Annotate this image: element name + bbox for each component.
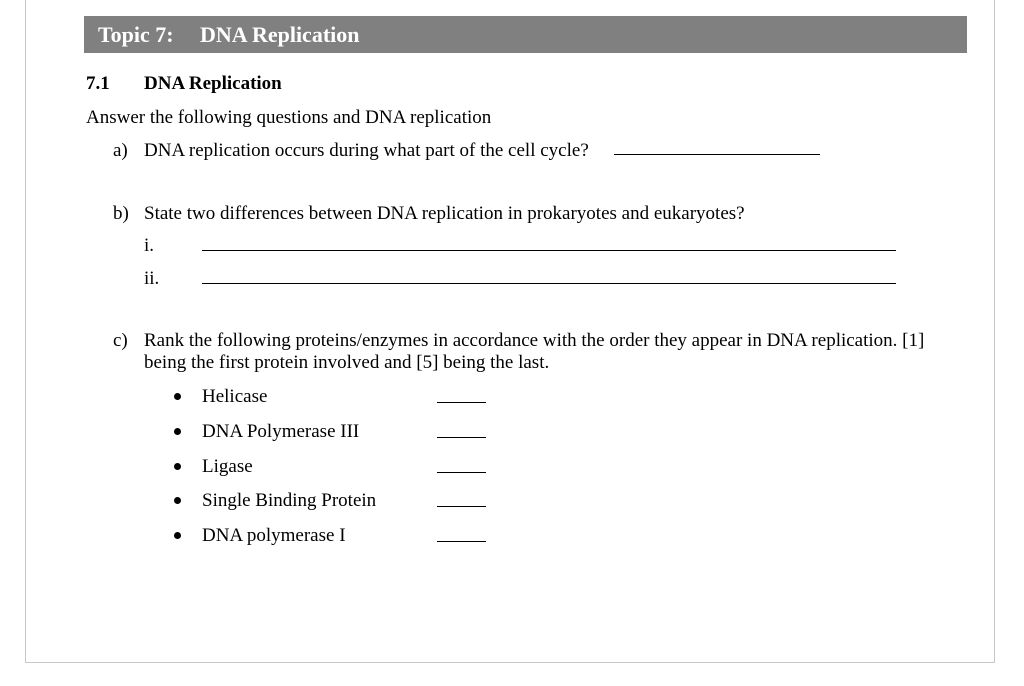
- protein-item: Single Binding Protein: [202, 490, 377, 511]
- topic-label: Topic 7:: [98, 22, 174, 47]
- question-b-text: State two differences between DNA replication in prokaryotes and eukaryotes?: [144, 203, 745, 224]
- answer-line-b-i[interactable]: [202, 250, 896, 251]
- rank-blank[interactable]: [437, 506, 486, 507]
- section-number: 7.1: [86, 73, 110, 94]
- question-a-label: a): [113, 140, 128, 161]
- section-title: DNA Replication: [144, 73, 282, 94]
- question-c-text-line1: Rank the following proteins/enzymes in accordance with the order they appear in DNA replication. [1]: [144, 330, 925, 351]
- rank-blank[interactable]: [437, 472, 486, 473]
- question-b-item-label: i.: [144, 235, 155, 256]
- protein-item: DNA Polymerase III: [202, 421, 360, 442]
- rank-blank[interactable]: [437, 402, 486, 403]
- question-c-text-line2: being the first protein involved and [5] being the last.: [144, 352, 550, 373]
- bullet-dot: [174, 428, 181, 435]
- topic-banner: [84, 16, 967, 53]
- protein-item: Ligase: [202, 456, 253, 477]
- bullet-dot: [174, 393, 181, 400]
- answer-line-a[interactable]: [614, 154, 820, 155]
- protein-item: Helicase: [202, 386, 268, 407]
- bullet-dot: [174, 463, 181, 470]
- bullet-dot: [174, 532, 181, 539]
- section-heading: [86, 72, 282, 96]
- rank-blank[interactable]: [437, 541, 486, 542]
- protein-item: DNA polymerase I: [202, 525, 346, 546]
- question-b-label: b): [113, 203, 129, 224]
- topic-title: DNA Replication: [200, 22, 360, 47]
- intro-text: Answer the following questions and DNA replication: [86, 107, 492, 128]
- question-b-item-label: ii.: [144, 268, 160, 289]
- bullet-dot: [174, 497, 181, 504]
- question-a-text: DNA replication occurs during what part of the cell cycle?: [144, 140, 589, 161]
- answer-line-b-ii[interactable]: [202, 283, 896, 284]
- rank-blank[interactable]: [437, 437, 486, 438]
- question-c-label: c): [113, 330, 128, 351]
